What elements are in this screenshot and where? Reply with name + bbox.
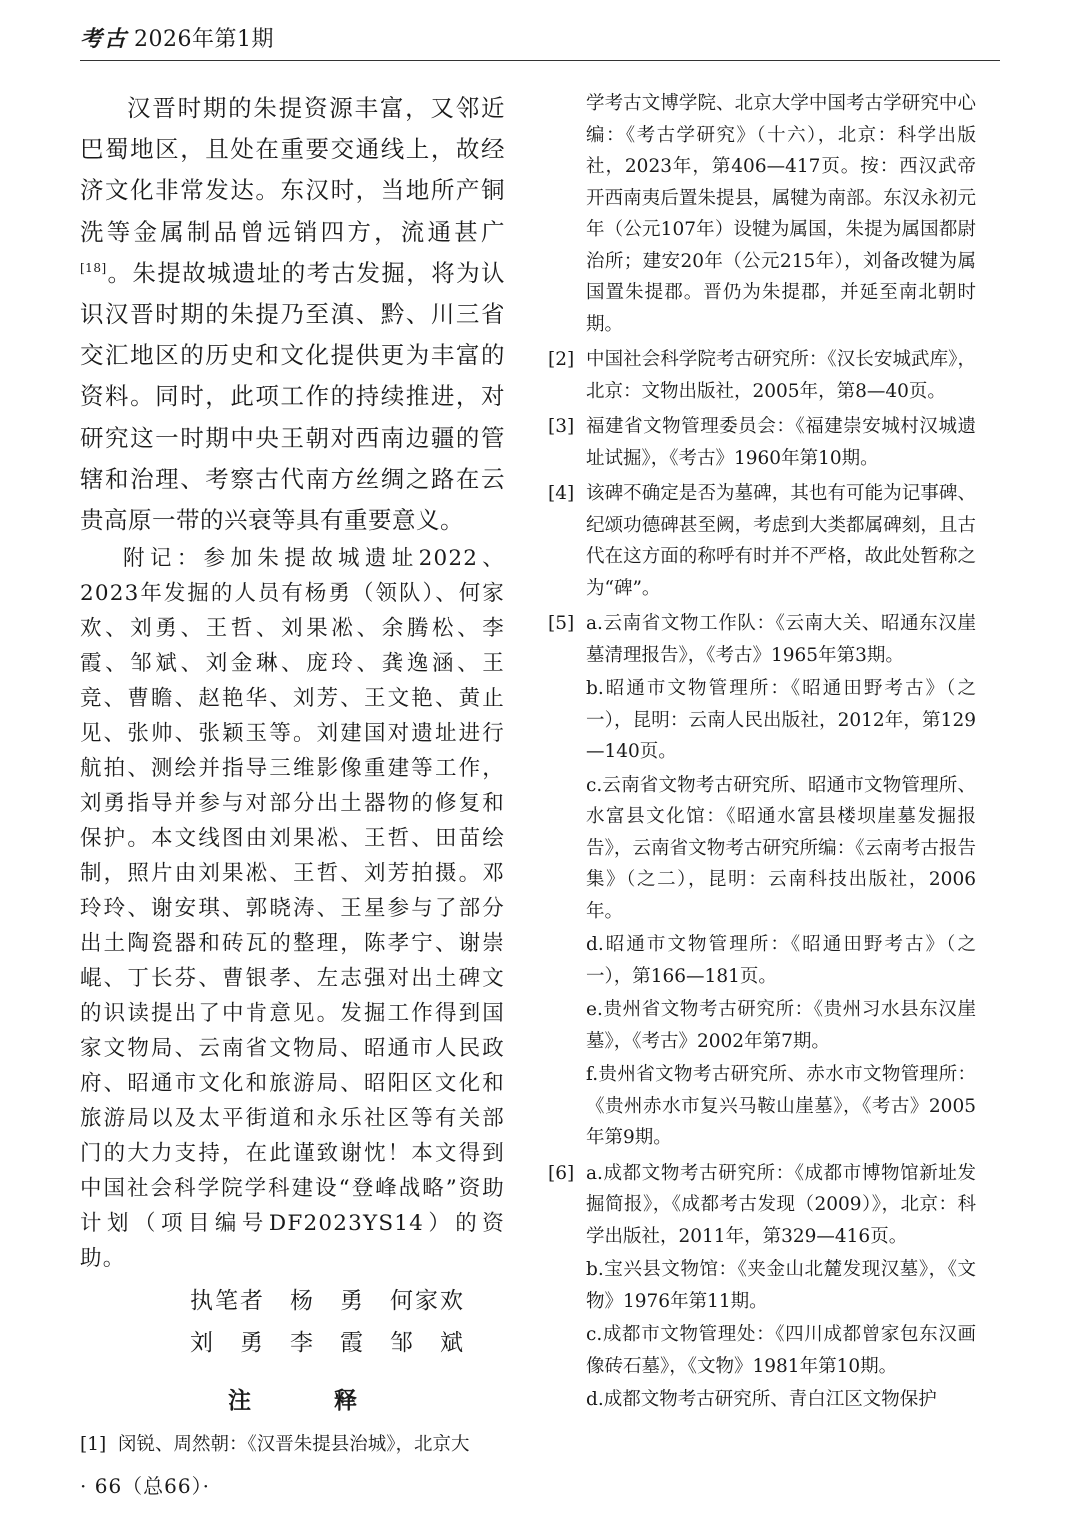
reference-part: b.昭通市文物管理所：《昭通田野考古》（之一），昆明：云南人民出版社，2012年，第129—140页。 <box>586 678 976 762</box>
reference-item <box>548 608 976 1154</box>
running-header <box>80 22 274 53</box>
acknowledgement-note: 附记：参加朱提故城遗址2022、2023年发掘的人员有杨勇（领队）、何家欢、刘勇、王哲、刘果凇、余腾松、李霞、邹斌、刘金琳、庞玲、龚逸涵、王竞、曹瞻、赵艳华、刘芳、王文艳、黄止见、张帅、张颖玉等。刘建国对遗址进行航拍、测绘并指导三维影像重建等工作，刘勇指导并参与对部分出土器物的修复和保护。本文线图由刘果凇、王哲、田苗绘制，照片由刘果凇、王哲、刘芳拍摄。邓玲玲、谢安琪、郭晓涛、王星参与了部分出土陶瓷器和砖瓦的整理，陈孝宁、谢崇崐、丁长芬、曹银孝、左志强对出土碑文的识读提出了中肯意见。发掘工作得到国家文物局、云南省文物局、昭通市人民政府、昭通市文化和旅游局、昭阳区文化和旅游局以及太平街道和永乐社区等有关部门的大力支持，在此谨致谢忱！本文得到中国社会科学院学科建设“登峰战略”资助计划（项目编号DF2023YS14）的资助。 <box>80 546 505 1272</box>
reference-text <box>586 411 976 474</box>
journal-logo: 考古 <box>80 26 129 52</box>
page-number: · 66（总66）· <box>80 1474 210 1498</box>
reference-number: [2] <box>548 349 575 370</box>
reference-text <box>586 344 976 407</box>
reference-text <box>586 1158 976 1416</box>
reference-part: 福建省文物管理委员会：《福建崇安城村汉城遗址试掘》，《考古》1960年第10期。 <box>586 416 976 469</box>
citation-marker: [18] <box>80 260 107 275</box>
reference-item <box>548 478 976 604</box>
reference-text: 闵锐、周然朝：《汉晋朱提县治城》，北京大 <box>118 1434 470 1456</box>
reference-number: [6] <box>548 1162 575 1184</box>
reference-item <box>548 411 976 474</box>
notes-heading: 注 释 <box>228 1387 387 1415</box>
reference-number: [1] <box>80 1434 107 1456</box>
reference-list <box>548 344 976 1416</box>
reference-item <box>548 344 976 407</box>
reference-part: 该碑不确定是否为墓碑，其也有可能为记事碑、纪颂功德碑甚至阙，考虑到大类都属碑刻，且古代在这方面的称呼有时并不严格，故此处暂称之为“碑”。 <box>586 483 976 599</box>
reference-text <box>586 478 976 604</box>
reference-part: a.云南省文物工作队：《云南大关、昭通东汉崖墓清理报告》，《考古》1965年第3期。 <box>586 613 976 666</box>
reference-item <box>80 1429 505 1461</box>
reference-part: b.宝兴县文物馆：《夹金山北麓发现汉墓》，《文物》1976年第11期。 <box>586 1259 976 1312</box>
left-column <box>80 88 505 1465</box>
reference-number: [5] <box>548 613 575 634</box>
reference-part: c.成都市文物管理处：《四川成都曾家包东汉画像砖石墓》，《文物》1981年第10期。 <box>586 1324 976 1377</box>
right-column <box>548 88 976 1420</box>
reference-number: [4] <box>548 483 575 504</box>
reference-part: 中国社会科学院考古研究所：《汉长安城武库》，北京：文物出版社，2005年，第8—40页。 <box>586 349 976 402</box>
reference-part: d.昭通市文物管理所：《昭通田野考古》（之一），第166—181页。 <box>586 934 976 987</box>
author-line-1: 执笔者 杨 勇 何家欢 <box>190 1288 465 1315</box>
header-rule <box>80 60 1000 61</box>
reference-part: e.贵州省文物考古研究所：《贵州习水县东汉崖墓》，《考古》2002年第7期。 <box>586 999 976 1052</box>
reference-part: f.贵州省文物考古研究所、赤水市文物管理所：《贵州赤水市复兴马鞍山崖墓》，《考古》2005年第9期。 <box>586 1064 976 1148</box>
author-line-2: 刘 勇 李 霞 邹 斌 <box>190 1330 465 1357</box>
issue-label: 2026年第1期 <box>134 27 275 52</box>
body-paragraph: 汉晋时期的朱提资源丰富，又邻近巴蜀地区，且处在重要交通线上，故经济文化非常发达。东汉时，当地所产铜洗等金属制品曾远销四方，流通甚广[18]。朱提故城遗址的考古发掘，将为认识汉晋时期的朱提乃至滇、黔、川三省交汇地区的历史和文化提供更为丰富的资料。同时，此项工作的持续推进，对研究这一时期中央王朝对西南边疆的管辖和治理、考察古代南方丝绸之路在云贵高原一带的兴衰等具有重要意义。 <box>80 94 505 535</box>
reference-item <box>548 1158 976 1416</box>
reference-continuation: 学考古文博学院、北京大学中国考古学研究中心编：《考古学研究》（十六），北京：科学出版社，2023年，第406—417页。按：西汉武帝开西南夷后置朱提县，属犍为南部。东汉永初元年（公元107年）设犍为属国，朱提为属国都尉治所；建安20年（公元215年），刘备改犍为属国置朱提郡。晋仍为朱提郡，并延至南北朝时期。 <box>586 93 976 335</box>
reference-part: a.成都文物考古研究所：《成都市博物馆新址发掘简报》，《成都考古发现（2009）》，北京：科学出版社，2011年，第329—416页。 <box>586 1162 976 1247</box>
author-byline <box>80 1280 505 1364</box>
reference-part: d.成都文物考古研究所、青白江区文物保护 <box>586 1389 937 1410</box>
reference-text <box>586 608 976 1154</box>
reference-part: c.云南省文物考古研究所、昭通市文物管理所、水富县文化馆：《昭通水富县楼坝崖墓发掘报告》，云南省文物考古研究所编：《云南考古报告集》（之二），昆明：云南科技出版社，2006年。 <box>586 774 976 922</box>
reference-number: [3] <box>548 416 575 437</box>
